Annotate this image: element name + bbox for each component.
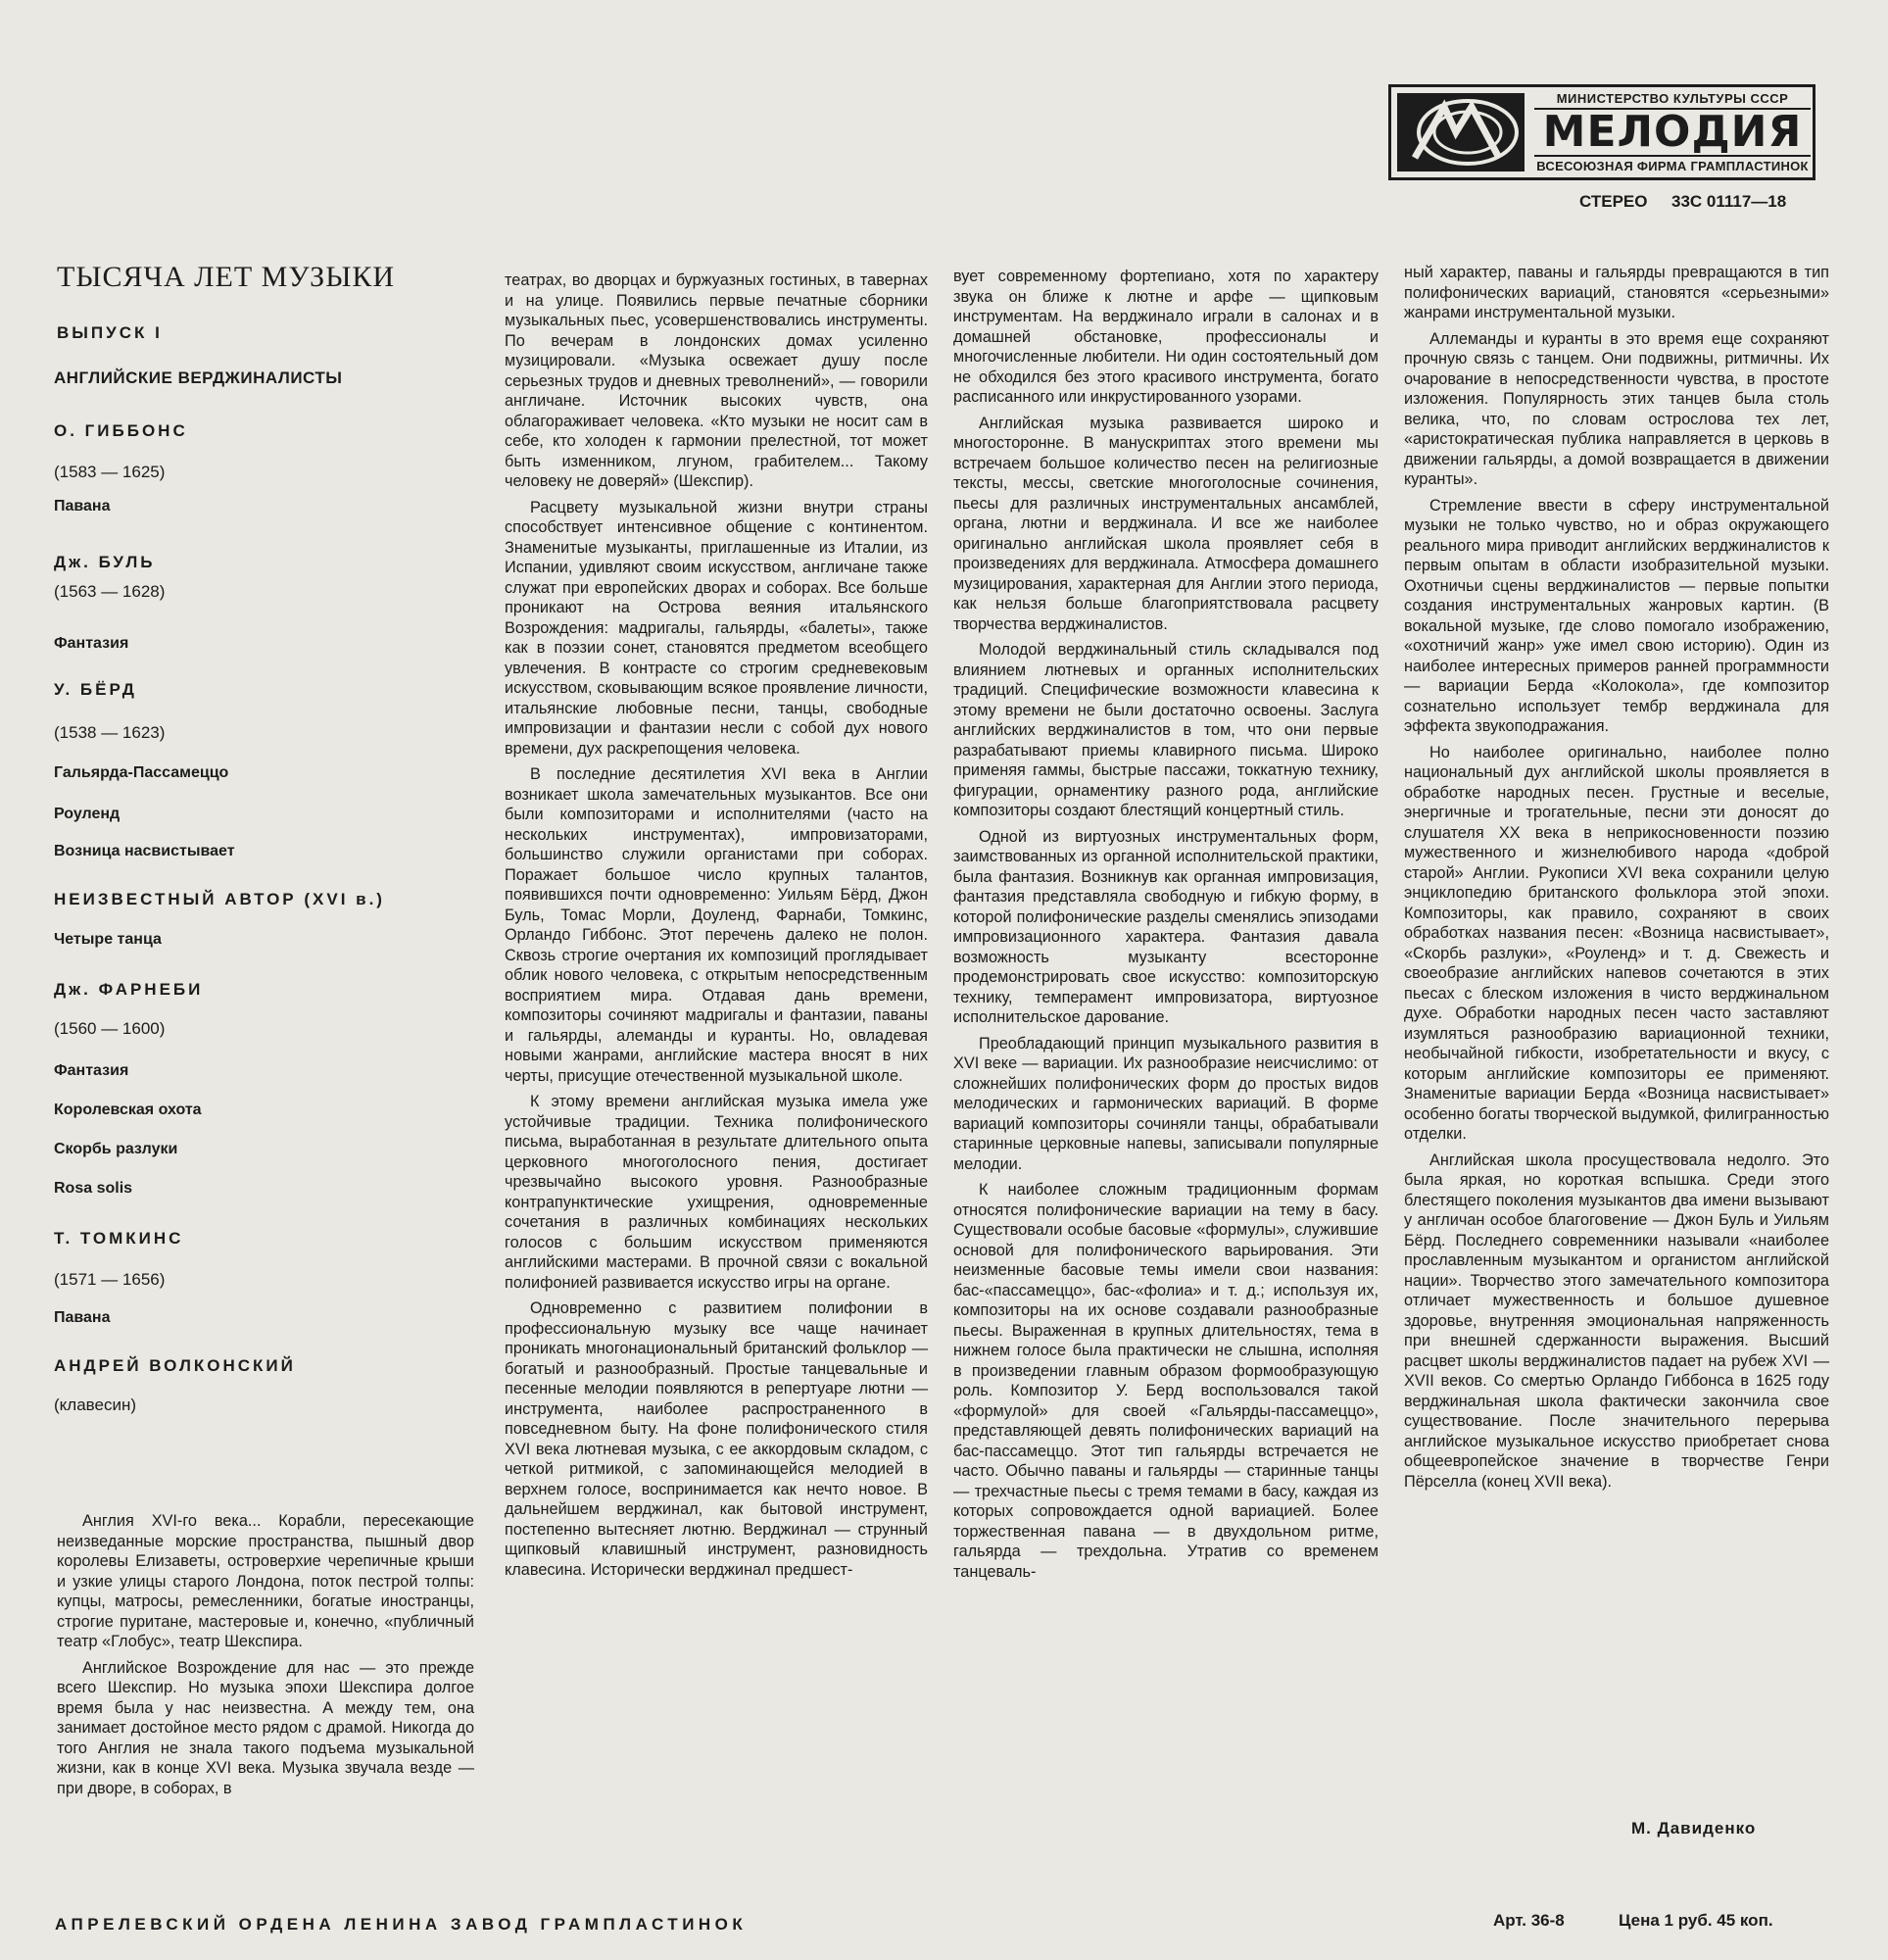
article-number: Арт. 36-8 [1493, 1911, 1565, 1930]
paragraph: Стремление ввести в сферу инструментальной музыки не только чувство, но и образ окружающего реального мира приводит английских верджиналистов к первым опытам в области изобразительной музыки. Охотничьи сцены верджиналистов — первые попытки создания инструментальных жанровых картин. (В вокальной музыке, где слово помогало изображению, «охотничий жанр» уже имел свою историю). Один из наиболее интересных примеров ранней программности — вариации Берда «Колокола», где композитор сознательно использует тембр верджинала для эффекта звукоподражания. [1404, 496, 1829, 735]
text-column-3 [953, 267, 1379, 1588]
paragraph: К этому времени английская музыка имела уже устойчивые традиции. Техника полифонического письма, выработанная в результате длительного опыта церковного многоголосного пения, достигает чрезвычайно высокого уровня. Разнообразные контрапунктические ухищрения, одновременные сочетания в различных комбинациях нескольких голосов с большим искусством применяются английскими мастерами. В прочной связи с вокальной полифонией развивается искусство игры на органе. [505, 1093, 928, 1292]
paragraph: Английская музыка развивается широко и многосторонне. В манускриптах этого времени мы встречаем большое количество песен на религиозные тексты, мессы, светские многоголосные сочинения, пьесы для различных инструментальных ансамблей, органа, лютни и верджинала. И все же наиболее оригинально английская школа проявляет себя в произведениях для верджинала. Атмосфера домашнего музицирования, характерная для Англии этого периода, как нельзя больше благоприятствовала расцвету творчества верджиналистов. [953, 414, 1379, 633]
logo-firm-text: ВСЕСОЮЗНАЯ ФИРМА ГРАМПЛАСТИНОК [1536, 159, 1809, 173]
author-signature: М. Давиденко [1631, 1819, 1757, 1838]
album-subtitle: АНГЛИЙСКИЕ ВЕРДЖИНАЛИСТЫ [54, 368, 343, 387]
program-dates: (клавесин) [54, 1396, 137, 1414]
logo-ministry-text: МИНИСТЕРСТВО КУЛЬТУРЫ СССР [1556, 91, 1789, 106]
program-work: Гальярда-Пассамеццо [54, 764, 229, 781]
paragraph: Английское Возрождение для нас — это прежде всего Шекспир. Но музыка эпохи Шекспира долгое время была у нас неизвестна. А между тем, она занимает достойное место рядом с драмой. Никогда до того Англия не знала такого подъема музыкальной жизни, как в конце XVI века. Музыка звучала везде — при дворе, в соборах, в [57, 1658, 474, 1797]
catalog-number: 33С 01117—18 [1671, 192, 1787, 211]
text-column-1 [57, 1511, 474, 1804]
logo-text-block [1534, 91, 1811, 173]
text-column-2 [505, 270, 928, 1586]
paragraph: К наиболее сложным традиционным формам относятся полифонические вариации на тему в басу. Существовали особые басовые «формулы», служившие основой для полифонического варьирования. Эти неизменные басовые темы имели свои названия: бас-«пассамеццо», бас-«фолиа» и т. д.; используя их, композиторы на их основе создавали разнообразные пьесы. Выраженная в крупных длительностях, тема в нижнем голосе была практически не слышна, исполняя в произведении главным образом формообразующую роль. Композитор У. Берд воспользовался такой «формулой» для своей «Гальярды-пассамеццо», представляющей девять полифонических вариаций на бас-пассамеццо. Этот тип гальярды встречается не часто. Обычно паваны и гальярды — старинные танцы — трехчастные пьесы с тремя темами в басу, каждая из которых сопровождается одной вариацией. Более торжественная павана — в двухдольном ритме, гальярда — трехдольна. Утратив со временем танцеваль- [953, 1181, 1379, 1581]
program-composer: У. БЁРД [54, 680, 137, 699]
program-work: Четыре танца [54, 931, 162, 948]
plant-name: АПРЕЛЕВСКИЙ ОРДЕНА ЛЕНИНА ЗАВОД ГРАМПЛАСТИНОК [55, 1915, 748, 1934]
program-dates: (1538 — 1623) [54, 723, 166, 742]
price-label: Цена 1 руб. 45 коп. [1619, 1911, 1773, 1930]
program-composer: НЕИЗВЕСТНЫЙ АВТОР (XVI в.) [54, 890, 385, 908]
paragraph: вует современному фортепиано, хотя по характеру звука он ближе к лютне и арфе — щипковым инструментам. На верджинало играли в салонах и в домашней обстановке, профессионалы и многочисленные любители. Ни один состоятельный дом не обходился без этого красивого инструмента, богато расписанного или инкрустированного узорами. [953, 268, 1379, 406]
paragraph: Одной из виртуозных инструментальных форм, заимствованных из органной исполнительской практики, была фантазия. Возникнув как органная импровизация, фантазия представляла свободную и гибкую форму, в которой полифонические разделы сменялись эпизодами импровизационного характера. Фантазия давала возможность музыканту всесторонне продемонстрировать свое искусство: композиторскую технику, темперамент импровизатора, виртуозное исполнительское дарование. [953, 827, 1379, 1026]
paragraph: В последние десятилетия XVI века в Англии возникает школа замечательных музыкантов. Все они были композиторами и исполнителями (часто на нескольких инструментах), импровизаторами, большинство служили органистами при соборах. Поражает большое число крупных талантов, появившихся почти одновременно: Уильям Бёрд, Джон Буль, Томас Морли, Доуленд, Фарнаби, Томкинс, Орландо Гиббонс. Этот перечень далеко не полон. Сквозь строгие очертания их композиций проглядывает облик нового человека, с открытым непосредственным восприятием мира. Отдавая дань времени, композиторы сочиняют мадригалы и фантазии, паваны и гальярды, алеманды и куранты. Но, овладевая новыми жанрами, английские мастера вносят в них черты, присущие отечественной музыкальной школе. [505, 765, 928, 1085]
program-work: Королевская охота [54, 1102, 202, 1118]
program-dates: (1560 — 1600) [54, 1019, 166, 1038]
program-composer: О. ГИББОНС [54, 421, 188, 440]
paragraph: Английская школа просуществовала недолго. Это была яркая, но короткая вспышка. Среди этого блестящего поколения музыкантов два имени вызывают у англичан особое благоговение — Джон Буль и Уильям Бёрд. Последнего современники называли «наиболее прославленным музыкантом и органистом английской нации». Творчество этого замечательного композитора отличает мужественность и большое душевное здоровье, внутренняя эмоциональная напряженность при внешней сдержанности выражения. Высший расцвет школы верджиналистов падает на рубеж XVI — XVII веков. Со смертью Орландо Гиббонса в 1625 году верджинальная школа фактически закончила свое существование. После значительного перерыва английское музыкальное искусство приобретает снова общеевропейское значение в творчестве Генри Пёрселла (конец XVII века). [1404, 1151, 1829, 1491]
paragraph: Англия XVI-го века... Корабли, пересекающие неизведанные морские пространства, пышный двор королевы Елизаветы, островерхие черепичные крыши и узкие улицы старого Лондона, поток пестрой толпы: купцы, матросы, ремесленники, богатые иностранцы, строгие пуритане, мастеровые и, конечно, «публичный театр «Глобус», театр Шекспира. [57, 1512, 474, 1650]
program-composer: АНДРЕЙ ВОЛКОНСКИЙ [54, 1356, 296, 1375]
paragraph: Одновременно с развитием полифонии в профессиональную музыку все чаще начинает проникать многонациональный британский фольклор — богатый и разнообразный. Простые танцевальные и песенные мелодии появляются в репертуаре лютни — инструмента, наиболее распространенного в повседневном быту. На фоне полифонического стиля XVI века лютневая музыка, с ее аккордовым складом, с четкой ритмикой, с запоминающейся мелодией в верхнем голосе, воспринимается как нечто новое. В дальнейшем верджинал, как бытовой инструмент, постепенно вытесняет лютню. Верджинал — струнный щипковый клавишный инструмент, разновидность клавесина. Исторически верджинал предшест- [505, 1299, 928, 1579]
stereo-label: СТЕРЕО [1579, 192, 1648, 211]
paragraph: театрах, во дворцах и буржуазных гостиных, в тавернах и на улице. Появились первые печатные сборники музыкальных пьес, усовершенствовались инструменты. По вечерам в лондонских домах усиленно музицировали. «Музыка освежает душу после серьезных трудов и дневных треволнений», — говорили англичане. Источник высоких чувств, она облагораживает человека. «Кто музыки не носит сам в себе, кто холоден к гармонии прелестной, тот может быть изменником, лгуном, грабителем... Такому человеку не доверяй» (Шекспир). [505, 271, 928, 490]
program-work: Фантазия [54, 635, 129, 652]
program-composer: Дж. БУЛЬ [54, 553, 156, 571]
paragraph: Преобладающий принцип музыкального развития в XVI веке — вариации. Их разнообразие неисчислимо: от сложнейших полифонических форм до простых видов мелодических и гармонических вариаций. В форме вариаций композиторы сочиняли танцы, обрабатывали старинные церковные напевы, записывали популярные мелодии. [953, 1034, 1379, 1173]
melodiya-emblem-icon [1397, 93, 1525, 172]
issue-number: ВЫПУСК I [57, 323, 163, 342]
program-dates: (1583 — 1625) [54, 463, 166, 481]
program-work: Павана [54, 498, 111, 514]
text-column-4 [1404, 263, 1829, 1497]
paragraph: Молодой верджинальный стиль складывался под влиянием лютневых и органных исполнительских традиций. Специфические возможности клавесина к этому времени не были достаточно освоены. Заслуга английских верджиналистов в том, что они первые разрабатывают приемы клавирного письма. Широко применяя гаммы, быстрые пассажи, токкатную технику, фигурации, орнаментику разного рода, английские композиторы создают блестящий концертный стиль. [953, 641, 1379, 819]
program-dates: (1571 — 1656) [54, 1270, 166, 1289]
program-dates: (1563 — 1628) [54, 582, 166, 601]
program-work: Rosa solis [54, 1180, 133, 1197]
logo-brand-text: МЕЛОДИЯ [1534, 108, 1811, 157]
program-work: Павана [54, 1309, 111, 1326]
album-title: ТЫСЯЧА ЛЕТ МУЗЫКИ [57, 261, 396, 293]
paragraph: Но наиболее оригинально, наиболее полно национальный дух английской школы проявляется в обработке народных песен. Грустные и веселые, энергичные и трогательные, песни эти доносят до слушателя XX века в неприкосновенности поэзию мужественного и жизнелюбивого народа «доброй старой» Англии. Рукописи XVI века сохранили целую энциклопедию британского фольклора этой эпохи. Композиторы, как правило, сохраняют в своих обработках названия песен: «Возница насвистывает», «Скорбь разлуки», «Роуленд» и т. д. Свежесть и своеобразие английских напевов сочетаются в этих пьесах с блеском изложения в чисто верджинальном духе. Обработки народных песен часто заставляют изумляться разнообразию вариационной техники, необычайной гибкости, изобретательности и вкусу, с которым английские композиторы ее применяют. Знаменитые вариации Берда «Возница насвистывает» особенно богаты творческой выдумкой, филигранностью отделки. [1404, 743, 1829, 1143]
program-composer: Т. ТОМКИНС [54, 1229, 184, 1248]
program-work: Роуленд [54, 806, 121, 822]
program-work: Скорбь разлуки [54, 1141, 178, 1157]
program-work: Фантазия [54, 1062, 129, 1079]
program-composer: Дж. ФАРНЕБИ [54, 980, 204, 999]
paragraph: ный характер, паваны и гальярды превращаются в тип полифонических вариаций, становятся «серьезными» жанрами инструментальной музыки. [1404, 264, 1829, 321]
melodiya-logo [1388, 84, 1815, 180]
paragraph: Расцвету музыкальной жизни внутри страны способствует интенсивное общение с континентом. Знаменитые музыканты, приглашенные из Италии, из Испании, удивляют своим искусством, англичане также служат при европейских дворах и соборах. Все больше проникают на Острова веяния итальянского Возрождения: мадригалы, гальярды, «балеты», также как в поэзии сонет, становятся предметом всеобщего увлечения. В контрасте со строгим средневековым искусством, сковывающим всякое проявление личности, итальянские любовные песни, танцы, свободные импровизации и фантазии несли с собой дух нового времени, дух раскрепощения человека. [505, 498, 928, 758]
program-work: Возница насвистывает [54, 843, 235, 859]
paragraph: Аллеманды и куранты в это время еще сохраняют прочную связь с танцем. Они подвижны, ритмичны. Их очарование в непосредственности чувства, в простоте изложения. Популярность этих танцев была столь велика, что, по словам остроcлова тех лет, «аристократическая публика направляется в церковь в движении гальярды, а домой возвращается в движении куранты». [1404, 329, 1829, 488]
